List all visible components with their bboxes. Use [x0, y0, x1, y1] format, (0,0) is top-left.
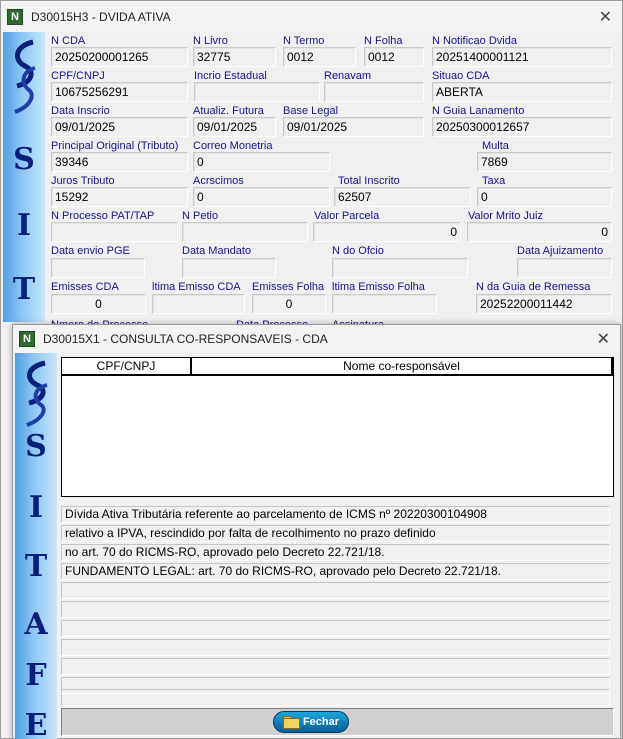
label-ultima-emissao-folha: ltima Emisso Folha [332, 281, 425, 293]
main-window-title: D30015H3 - DVIDA ATIVA [31, 9, 171, 24]
label-n-livro: N Livro [193, 35, 228, 47]
label-data-ajuizamento: Data Ajuizamento [517, 245, 604, 257]
close-icon[interactable]: ✕ [598, 9, 612, 26]
label-n-peticao: N Petio [182, 210, 219, 222]
field-n-processo-pat[interactable] [51, 222, 178, 242]
label-data-mandato: Data Mandato [182, 245, 252, 257]
text-line [61, 620, 610, 637]
text-line: FUNDAMENTO LEGAL: art. 70 do RICMS-RO, aprovado pelo Decreto 22.721/18. [61, 563, 610, 580]
label-data-envio-pge: Data envio PGE [51, 245, 130, 257]
main-titlebar[interactable] [1, 1, 622, 32]
field-situacao-cda[interactable]: ABERTA [432, 82, 612, 102]
field-correcao-monetaria[interactable]: 0 [193, 152, 330, 172]
field-acrescimos[interactable]: 0 [193, 187, 330, 207]
field-n-folha[interactable]: 0012 [364, 47, 424, 67]
label-n-guia-lancamento: N Guia Lanamento [432, 105, 525, 117]
text-line: relativo a IPVA, rescindido por falta de recolhimento no prazo definido [61, 525, 610, 542]
label-ultima-emissao-cda: ltima Emisso CDA [152, 281, 241, 293]
field-taxa[interactable]: 0 [477, 187, 612, 207]
field-data-inscricao[interactable]: 09/01/2025 [51, 117, 188, 137]
field-n-peticao[interactable] [182, 222, 308, 242]
field-n-guia-lancamento[interactable]: 20250300012657 [432, 117, 612, 137]
text-line [61, 639, 610, 656]
label-emissoes-cda: Emisses CDA [51, 281, 119, 293]
dialog-sidebar-letter-i: I [28, 490, 44, 525]
field-atualiz-futura[interactable]: 09/01/2025 [193, 117, 276, 137]
label-total-inscrito: Total Inscrito [338, 175, 400, 187]
field-data-mandato[interactable] [182, 258, 276, 278]
sidebar-letter-t: T [12, 272, 36, 307]
text-line [61, 658, 610, 675]
field-total-inscrito[interactable]: 62507 [334, 187, 471, 207]
sitafe-logo-icon [9, 38, 39, 118]
grid-header [62, 358, 613, 376]
field-base-legal[interactable]: 09/01/2025 [283, 117, 424, 137]
field-juros-tributo[interactable]: 15292 [51, 187, 188, 207]
field-data-envio-pge[interactable] [51, 258, 145, 278]
field-n-cda[interactable]: 20250200001265 [51, 47, 188, 67]
label-valor-merito-juiz: Valor Mrito Juiz [468, 210, 543, 222]
field-ultima-emissao-cda[interactable] [152, 294, 245, 314]
label-emissoes-folha: Emisses Folha [252, 281, 325, 293]
dialog-titlebar[interactable] [13, 325, 620, 353]
label-renavam: Renavam [324, 70, 372, 82]
dialog-close-icon[interactable]: ✕ [596, 331, 610, 348]
dialog-app-icon: N [19, 331, 35, 347]
text-line: Dívida Ativa Tributária referente ao parcelamento de ICMS nº 20220300104908 [61, 506, 610, 523]
label-n-cda: N CDA [51, 35, 86, 47]
label-inscr-estadual: Incrio Estadual [194, 70, 267, 82]
field-valor-parcela[interactable]: 0 [313, 222, 461, 242]
sidebar-letter-i: I [16, 208, 32, 243]
label-taxa: Taxa [482, 175, 506, 187]
field-ultima-emissao-folha[interactable] [332, 294, 437, 314]
field-cpf-cnpj[interactable]: 10675256291 [51, 82, 188, 102]
field-n-guia-remessa[interactable]: 20252200011442 [476, 294, 612, 314]
field-renavam[interactable] [324, 82, 424, 102]
label-n-termo: N Termo [283, 35, 325, 47]
label-correcao-monetaria: Correo Monetria [193, 140, 273, 152]
text-line [61, 689, 610, 706]
field-n-notificacao[interactable]: 20251400001121 [432, 47, 612, 67]
dialog-sidebar-letter-t: T [24, 549, 48, 584]
dialog-sidebar-letter-e: E [24, 708, 48, 739]
field-n-livro[interactable]: 32775 [193, 47, 276, 67]
dialog-sidebar-letter-s: S [25, 429, 47, 464]
field-n-termo[interactable]: 0012 [283, 47, 356, 67]
label-n-oficio: N do Ofcio [332, 245, 384, 257]
label-multa: Multa [482, 140, 509, 152]
label-acrescimos: Acrscimos [193, 175, 244, 187]
column-header-cpf-cnpj[interactable]: CPF/CNPJ [62, 358, 192, 374]
field-multa[interactable]: 7869 [477, 152, 612, 172]
text-line [61, 582, 610, 599]
fechar-button[interactable] [273, 711, 349, 733]
dialog-sidebar-letter-a: A [24, 607, 48, 642]
field-inscr-estadual[interactable] [194, 82, 320, 102]
dialog-title: D30015X1 - CONSULTA CO-RESPONSAVEIS - CDA [43, 332, 328, 346]
label-n-notificacao: N Notificao Dvida [432, 35, 517, 47]
label-valor-parcela: Valor Parcela [314, 210, 380, 222]
text-line [61, 601, 610, 618]
dialog-button-bar [61, 708, 614, 736]
label-principal-original: Principal Original (Tributo) [51, 140, 179, 152]
field-emissoes-folha[interactable]: 0 [252, 294, 326, 314]
text-line: no art. 70 do RICMS-RO, aprovado pelo Decreto 22.721/18. [61, 544, 610, 561]
label-n-processo-pat: N Processo PAT/TAP [51, 210, 155, 222]
label-cpf-cnpj: CPF/CNPJ [51, 70, 105, 82]
dialog-sidebar-letter-f: F [25, 658, 47, 693]
label-base-legal: Base Legal [283, 105, 339, 117]
label-atualiz-futura: Atualiz. Futura [193, 105, 264, 117]
label-n-guia-remessa: N da Guia de Remessa [476, 281, 591, 293]
app-icon: N [7, 9, 23, 25]
dialog-sitafe-logo-icon [21, 359, 51, 429]
dialog-sitafe-sidebar [15, 353, 57, 739]
field-emissoes-cda[interactable]: 0 [51, 294, 146, 314]
label-data-inscricao: Data Inscrio [51, 105, 110, 117]
label-situacao-cda: Situao CDA [432, 70, 490, 82]
coresponsaveis-grid[interactable] [61, 357, 614, 497]
field-valor-merito-juiz[interactable]: 0 [467, 222, 612, 242]
column-header-nome[interactable]: Nome co-responsável [192, 358, 613, 374]
label-juros-tributo: Juros Tributo [51, 175, 115, 187]
label-n-folha: N Folha [364, 35, 403, 47]
sitafe-sidebar [3, 32, 45, 322]
field-data-ajuizamento[interactable] [517, 258, 612, 278]
field-principal-original[interactable]: 39346 [51, 152, 188, 172]
sidebar-letter-s: S [13, 142, 35, 177]
fechar-button-label: Fechar [302, 716, 340, 728]
folder-icon [283, 716, 299, 728]
field-n-oficio[interactable] [332, 258, 468, 278]
